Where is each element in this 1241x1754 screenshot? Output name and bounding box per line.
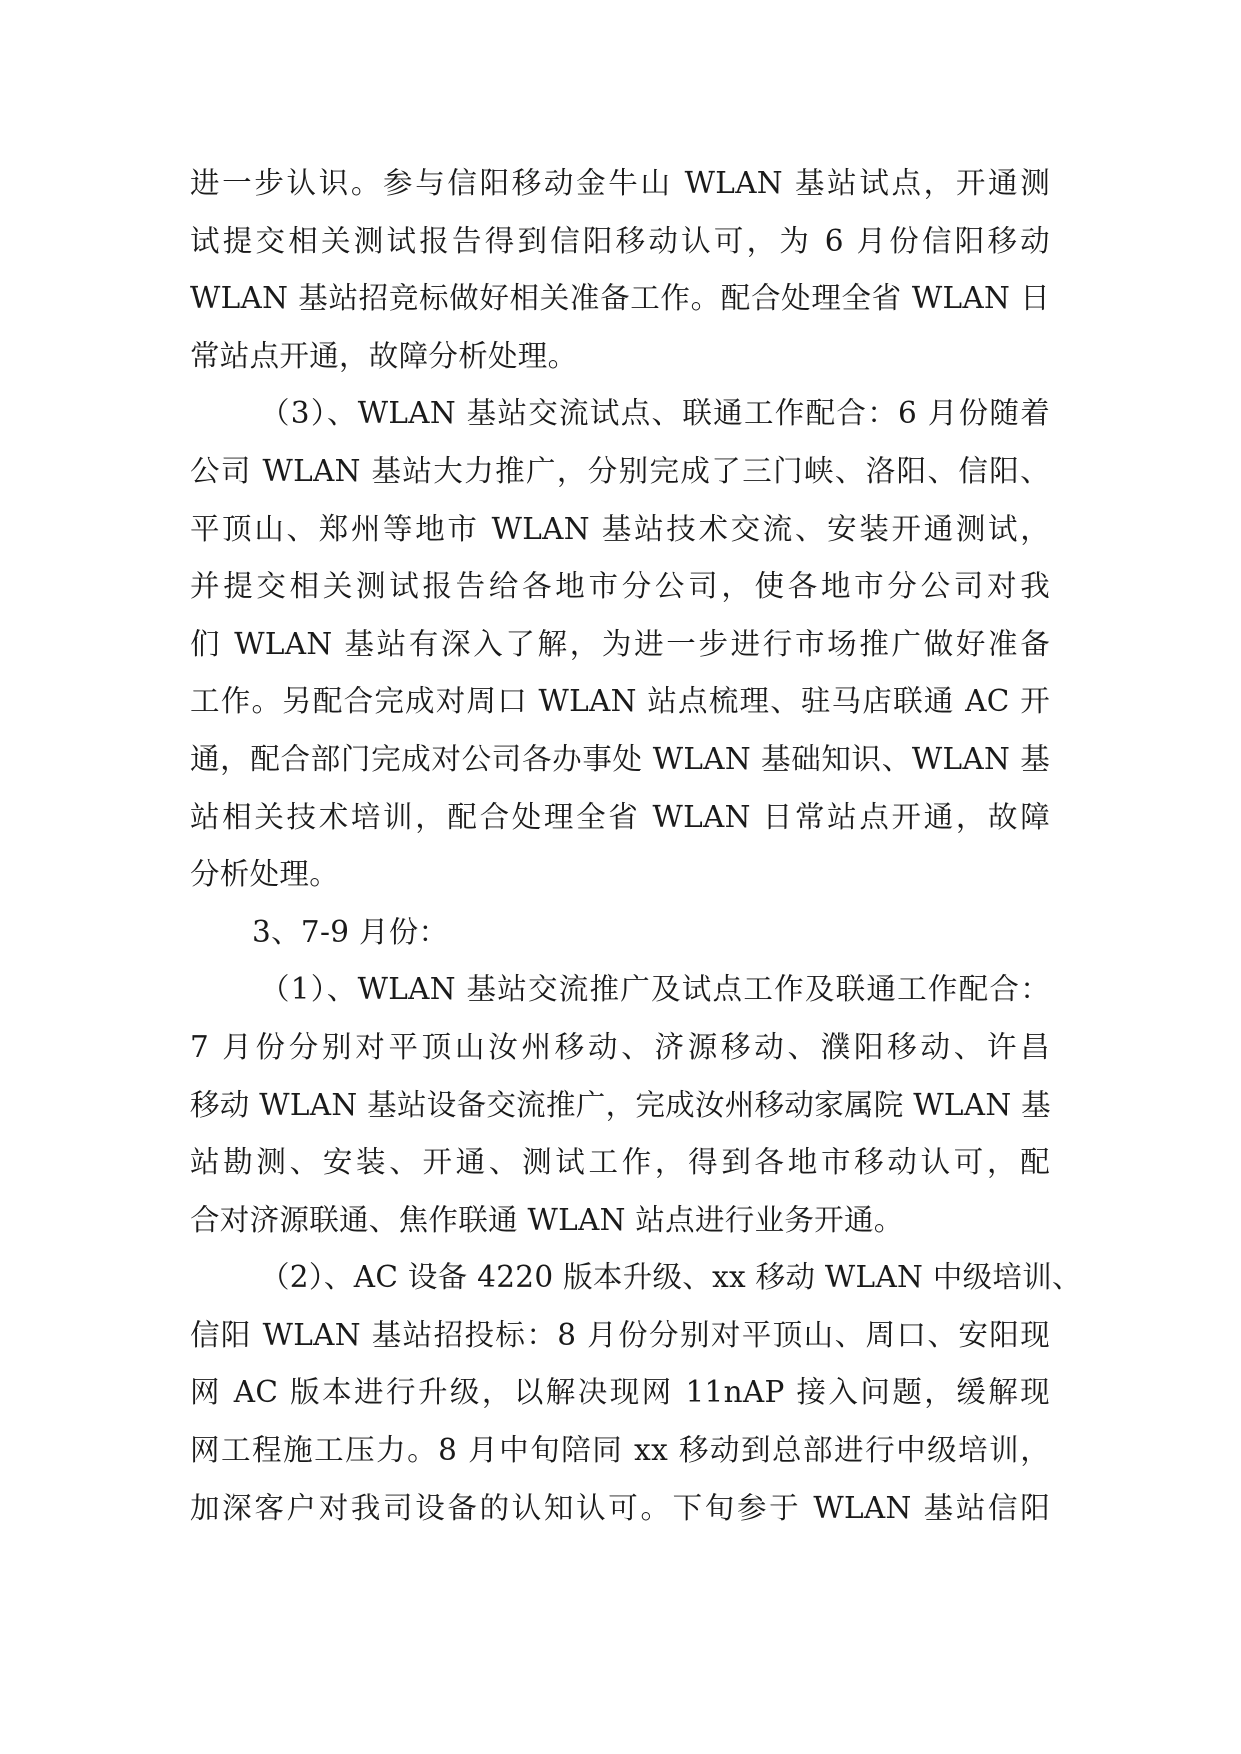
text-line: 们 WLAN 基站有深入了解，为进一步进行市场推广做好准备 [190, 626, 1050, 661]
paragraph-1 [190, 155, 1050, 385]
text-line: 平顶山、郑州等地市 WLAN 基站技术交流、安装开通测试， [190, 511, 1050, 546]
section-heading [190, 904, 1050, 962]
text-line: 网 AC 版本进行升级，以解决现网 11nAP 接入问题，缓解现 [190, 1375, 1050, 1410]
text-line: 试提交相关测试报告得到信阳移动认可，为 6 月份信阳移动 [190, 223, 1050, 258]
paragraph-4 [190, 1249, 1082, 1537]
text-line: （1）、WLAN 基站交流推广及试点工作及联通工作配合： [260, 972, 1050, 1007]
text-line: 分析处理。 [190, 857, 340, 892]
text-line: 公司 WLAN 基站大力推广，分别完成了三门峡、洛阳、信阳、 [190, 453, 1050, 488]
paragraph-2 [190, 385, 1050, 903]
text-line: 合对济源联通、焦作联通 WLAN 站点进行业务开通。 [190, 1202, 904, 1237]
text-line: 网工程施工压力。8 月中旬陪同 xx 移动到总部进行中级培训， [190, 1433, 1050, 1468]
text-line: 常站点开通，故障分析处理。 [190, 338, 578, 373]
section-heading-text: 3、7-9 月份： [252, 914, 449, 949]
text-line: 进一步认识。参与信阳移动金牛山 WLAN 基站试点，开通测 [190, 166, 1050, 200]
document-body [190, 155, 1082, 1537]
text-line: 通，配合部门完成对公司各办事处 WLAN 基础知识、WLAN 基 [190, 741, 1050, 776]
text-line: 信阳 WLAN 基站招投标：8 月份分别对平顶山、周口、安阳现 [190, 1317, 1050, 1352]
text-line: （2）、AC 设备 4220 版本升级、xx 移动 WLAN 中级培训、 [260, 1260, 1082, 1295]
paragraph-3 [190, 961, 1050, 1249]
text-line: 站勘测、安装、开通、测试工作，得到各地市移动认可，配 [190, 1145, 1050, 1180]
text-line: WLAN 基站招竞标做好相关准备工作。配合处理全省 WLAN 日 [190, 281, 1050, 316]
text-line: （3）、WLAN 基站交流试点、联通工作配合：6 月份随着 [260, 396, 1050, 431]
text-line: 工作。另配合完成对周口 WLAN 站点梳理、驻马店联通 AC 开 [190, 684, 1050, 719]
text-line: 7 月份分别对平顶山汝州移动、济源移动、濮阳移动、许昌 [190, 1029, 1050, 1064]
text-line: 加深客户对我司设备的认知认可。下旬参于 WLAN 基站信阳 [190, 1490, 1050, 1525]
text-line: 移动 WLAN 基站设备交流推广，完成汝州移动家属院 WLAN 基 [190, 1087, 1051, 1122]
text-line: 并提交相关测试报告给各地市分公司，使各地市分公司对我 [190, 569, 1050, 604]
text-line: 站相关技术培训，配合处理全省 WLAN 日常站点开通，故障 [190, 799, 1050, 834]
